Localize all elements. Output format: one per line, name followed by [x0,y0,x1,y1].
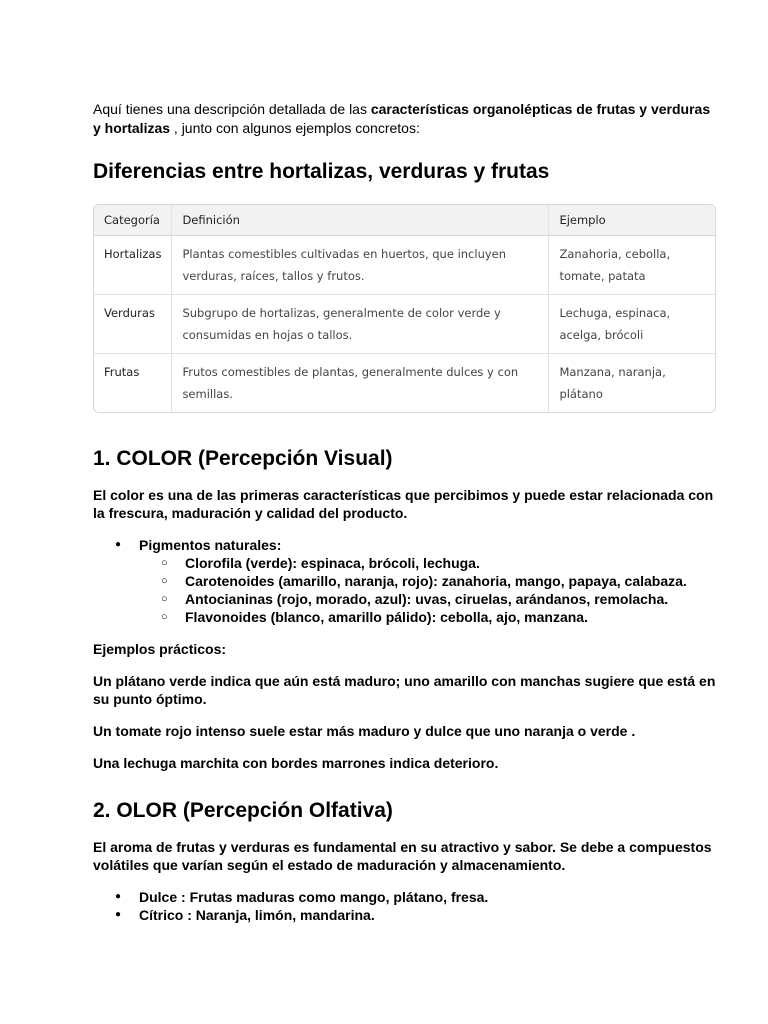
differences-heading: Diferencias entre hortalizas, verduras y frutas [93,160,550,183]
list-item: ● Cítrico : Naranja, limón, mandarina. [139,906,718,924]
olor-heading: 2. OLOR (Percepción Olfativa) [93,799,393,822]
document-page [93,100,718,924]
table-cell-category: Verduras [94,295,172,354]
example-paragraph: Un plátano verde indica que aún está maduro; uno amarillo con manchas sugiere que está en su punto óptimo. [93,673,716,707]
color-intro: El color es una de las primeras características que percibimos y puede estar relacionada con la frescura, maduración y calidad del producto. [93,487,714,521]
table-cell-example: Manzana, naranja, plátano [549,354,715,413]
list-item: ○ Antocianinas (rojo, morado, azul): uvas, ciruelas, arándanos, remolacha. [185,590,718,608]
table-cell-example: Lechuga, espinaca, acelga, brócoli [549,295,715,354]
list-item: ● Dulce : Frutas maduras como mango, plátano, fresa. [139,888,718,906]
intro-bold-text: características organolépticas de frutas y verduras y hortalizas [93,101,711,136]
pigments-list [93,536,718,626]
table-cell-category: Hortalizas [94,236,172,295]
list-item: ○ Clorofila (verde): espinaca, brócoli, lechuga. [185,554,718,572]
example-paragraph: Un tomate rojo intenso suele estar más maduro y dulce que uno naranja o verde . [93,723,636,739]
table-cell-definition: Frutos comestibles de plantas, generalmente dulces y con semillas. [172,354,549,413]
table-cell-definition: Subgrupo de hortalizas, generalmente de color verde y consumidas en hojas o tallos. [172,295,549,354]
list-item: ○ Carotenoides (amarillo, naranja, rojo): zanahoria, mango, papaya, calabaza. [185,572,718,590]
pigments-label: Pigmentos naturales: [139,537,282,553]
table-row [94,354,715,413]
examples-label: Ejemplos prácticos: [93,641,227,657]
table-row [94,236,715,295]
table-header-example: Ejemplo [549,205,715,236]
table-cell-example: Zanahoria, cebolla, tomate, patata [549,236,715,295]
categories-table [93,204,716,413]
table-cell-category: Frutas [104,365,140,379]
list-item: ○ Flavonoides (blanco, amarillo pálido): cebolla, ajo, manzana. [185,608,718,626]
intro-text-1: Aquí tienes una descripción detallada de las [93,101,371,117]
color-heading: 1. COLOR (Percepción Visual) [93,447,393,470]
list-item [139,536,718,626]
table-header-definition: Definición [172,205,549,236]
table-header-row [94,205,715,236]
table-cell-definition: Plantas comestibles cultivadas en huertos, que incluyen verduras, raíces, tallos y frutos. [172,236,549,295]
olor-list [93,888,718,924]
intro-text-2: , junto con algunos ejemplos concretos: [170,120,420,136]
table-row [94,295,715,354]
pigments-sublist [139,554,718,626]
table-header-category: Categoría [94,205,172,236]
intro-paragraph [93,100,718,138]
example-paragraph: Una lechuga marchita con bordes marrones indica deterioro. [93,755,499,771]
olor-intro: El aroma de frutas y verduras es fundamental en su atractivo y sabor. Se debe a compuestos volátiles que varían según el estado de maduración y almacenamiento. [93,839,712,873]
